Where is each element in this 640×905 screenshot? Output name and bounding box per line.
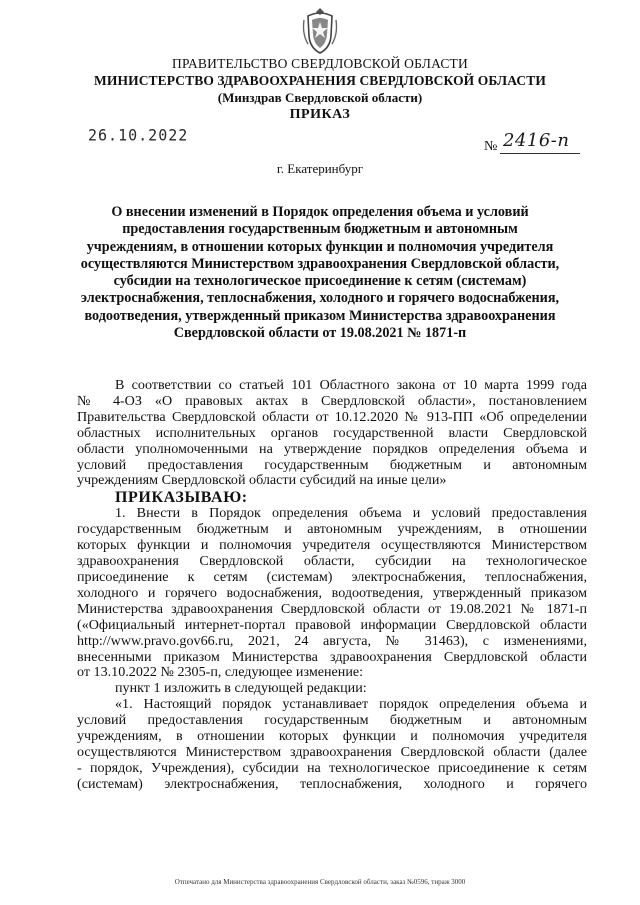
preamble-line: № 4-ОЗ «О правовых актах в Свердловской области», постановлением — [77, 392, 587, 409]
item-line: («Официальный интернет-портал правовой информации Свердловской области — [77, 616, 587, 633]
preamble-line: области уполномоченными на утверждение порядков определения объема и — [77, 440, 587, 457]
title-line: О внесении изменений в Порядок определения объема и условий — [111, 204, 529, 220]
number-sign: № — [484, 139, 498, 154]
item-1-paragraph — [77, 506, 587, 681]
preamble-line: учреждениям Свердловской области субсидий на иные цели» — [77, 472, 447, 489]
item-1-subclause: пункт 1 изложить в следующей редакции: — [115, 680, 367, 697]
preamble-line: условий предоставления государственным бюджетным и автономным — [77, 456, 587, 473]
item-line: 1. Внести в Порядок определения объема и условий предоставления — [115, 505, 587, 522]
print-footer: Отпечатано для Министерства здравоохранения Свердловской области, заказ №0596, тираж 3000 — [174, 878, 466, 886]
item-line: от 13.10.2022 № 2305-п, следующее изменение: — [77, 664, 364, 681]
quote-line: осуществляются Министерством здравоохранения Свердловской области (далее — [77, 743, 587, 760]
item-line: которых функции и полномочия учредителя осуществляются Министерством — [77, 537, 587, 554]
decree-word: ПРИКАЗЫВАЮ: — [115, 489, 248, 507]
quote-line: - порядок, Учреждения), субсидии на технологическое присоединение к сетям — [77, 759, 587, 776]
title-line: водоотведения, утвержденный приказом Министерства здравоохранения — [84, 307, 556, 324]
preamble-paragraph — [77, 378, 587, 489]
item-line: государственным бюджетным и автономным учреждениям, в отношении — [77, 521, 587, 538]
quoted-clause — [77, 697, 587, 792]
preamble-line: В соответствии со статьей 101 Областного закона от 10 марта 1999 года — [115, 377, 587, 393]
item-line: внесенными приказом Министерства здравоохранения Свердловской области — [77, 648, 587, 665]
item-line: Министерства здравоохранения Свердловской области от 19.08.2021 № 1871-п — [77, 600, 587, 617]
government-name: ПРАВИТЕЛЬСТВО СВЕРДЛОВСКОЙ ОБЛАСТИ — [172, 56, 468, 71]
title-line: субсидии на технологическое присоединение к сетям (системам) — [113, 273, 527, 290]
order-date: 26.10.2022 — [88, 125, 189, 145]
title-line: предоставления государственным бюджетным и автономным — [122, 221, 518, 238]
title-line: электроснабжения, теплоснабжения, холодного и горячего водоснабжения, — [80, 290, 560, 307]
city: г. Екатеринбург — [276, 161, 364, 176]
number-underline — [500, 153, 580, 154]
item-line: присоединение к сетям (системам) электроснабжения, теплоснабжения, — [77, 568, 587, 585]
item-line: холодного и горячего водоснабжения, водоотведения, утвержденный приказом — [77, 584, 587, 601]
document-type: ПРИКАЗ — [289, 107, 351, 122]
coat-of-arms-icon — [300, 6, 340, 56]
title-line: осуществляются Министерством здравоохранения Свердловской области, — [80, 255, 560, 272]
item-line: здравоохранения Свердловской области, субсидии на технологическое — [77, 553, 587, 570]
quote-line: «1. Настоящий порядок устанавливает порядок определения объема и — [115, 696, 587, 713]
ministry-name: МИНИСТЕРСТВО ЗДРАВООХРАНЕНИЯ СВЕРДЛОВСКОЙ ОБЛАСТИ — [94, 73, 546, 88]
preamble-line: областных исполнительных органов государственной власти Свердловской — [77, 424, 587, 441]
item-line: http://www.pravo.gov66.ru, 2021, 24 августа, № 31463), с изменениями, — [77, 632, 587, 649]
quote-line: условий предоставления государственным бюджетным и автономным — [77, 712, 587, 729]
order-title — [70, 204, 570, 342]
order-body — [77, 378, 587, 793]
title-line: Свердловской области от 19.08.2021 № 1871-п — [173, 325, 467, 342]
quote-line: учреждениям, в отношении которых функции и полномочия учредителя — [77, 728, 587, 745]
title-line: учреждениям, в отношении которых функции и полномочия учредителя — [86, 238, 554, 255]
quote-line: (системам) электроснабжения, теплоснабжения, холодного и горячего — [77, 775, 587, 792]
order-number: 2416-п — [503, 130, 570, 151]
preamble-line: Правительства Свердловской области от 10.12.2020 № 913-ПП «Об определении — [77, 408, 587, 425]
ministry-abbreviation: (Минздрав Свердловской области) — [217, 90, 423, 105]
